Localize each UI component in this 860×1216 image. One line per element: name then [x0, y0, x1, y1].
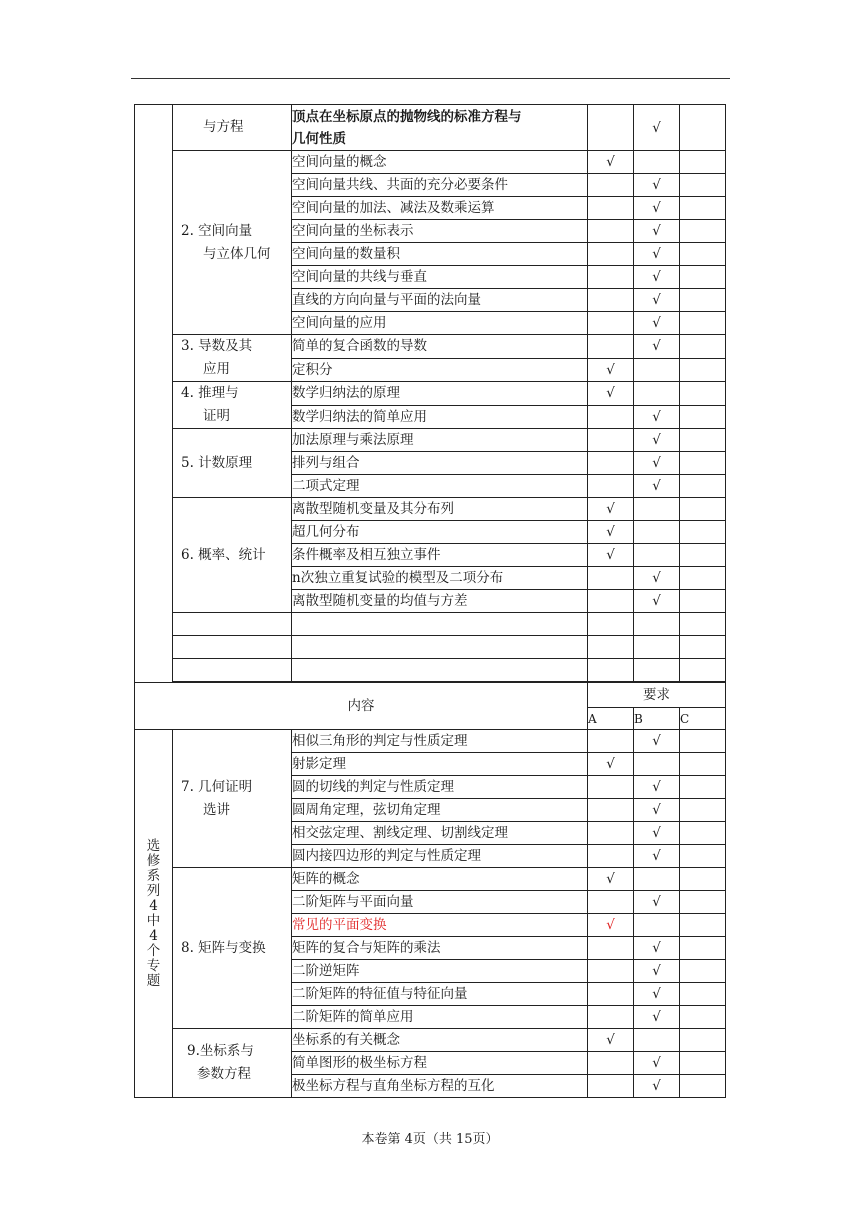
mark-b [634, 544, 680, 567]
topic-cell: 简单的复合函数的导数 [292, 335, 588, 359]
topic-cell: 二项式定理 [292, 475, 588, 498]
mark-c [680, 730, 726, 753]
mark-a: √ [588, 151, 634, 174]
group-label-char: 中 [146, 912, 161, 929]
mark-b [634, 498, 680, 521]
topic-cell: 坐标系的有关概念 [292, 1029, 588, 1052]
mark-b: √ [634, 243, 680, 266]
mark-b [634, 753, 680, 776]
topic-cell: 排列与组合 [292, 452, 588, 475]
mark-a [588, 845, 634, 868]
group-label-char: 修 [146, 852, 161, 869]
mark-b: √ [634, 776, 680, 799]
empty-cell [634, 636, 680, 659]
topic-cell: 极坐标方程与直角坐标方程的互化 [292, 1075, 588, 1098]
mark-b: √ [634, 730, 680, 753]
section-title-line2: 证明 [203, 408, 230, 424]
mark-a [588, 937, 634, 960]
mark-c [680, 243, 726, 266]
mark-b: √ [634, 567, 680, 590]
empty-cell [292, 613, 588, 636]
mark-a [588, 983, 634, 1006]
mark-b: √ [634, 266, 680, 289]
mark-b: √ [634, 197, 680, 220]
empty-cell [292, 659, 588, 682]
mark-a: √ [588, 521, 634, 544]
mark-a [588, 243, 634, 266]
mark-a [588, 776, 634, 799]
mark-c [680, 220, 726, 243]
mark-c [680, 937, 726, 960]
mark-a [588, 1075, 634, 1098]
topic-cell: 圆的切线的判定与性质定理 [292, 776, 588, 799]
mark-b [634, 1029, 680, 1052]
section-cell [173, 382, 292, 429]
mark-b: √ [634, 289, 680, 312]
mark-b: √ [634, 475, 680, 498]
mark-c [680, 776, 726, 799]
mark-c [680, 914, 726, 937]
empty-cell [588, 613, 634, 636]
mark-b: √ [634, 1052, 680, 1075]
empty-row [135, 613, 726, 636]
mark-a-highlighted: √ [588, 914, 634, 937]
mark-c [680, 544, 726, 567]
section-cell [173, 105, 292, 151]
mark-a: √ [588, 498, 634, 521]
mark-b: √ [634, 590, 680, 613]
section-title-line2: 参数方程 [197, 1066, 251, 1082]
mark-a [588, 429, 634, 452]
mark-c [680, 845, 726, 868]
mark-a [588, 105, 634, 151]
section-cell [173, 151, 292, 335]
section-title: 7. 几何证明 [181, 778, 253, 795]
mark-b: √ [634, 429, 680, 452]
group-label-char: 个 [146, 942, 161, 959]
group-label-char: 4 [149, 927, 158, 944]
mark-b: √ [634, 937, 680, 960]
mark-a [588, 405, 634, 429]
empty-cell [588, 636, 634, 659]
section-title-line2: 选讲 [203, 801, 230, 818]
section-title: 5. 计数原理 [181, 454, 253, 471]
mark-a [588, 730, 634, 753]
mark-c [680, 753, 726, 776]
mark-c [680, 335, 726, 359]
mark-c [680, 174, 726, 197]
mark-b: √ [634, 983, 680, 1006]
mark-a [588, 891, 634, 914]
mark-b: √ [634, 1006, 680, 1029]
topic-cell: 空间向量的概念 [292, 151, 588, 174]
content-header: 内容 [135, 683, 588, 730]
mark-c [680, 1029, 726, 1052]
mark-a [588, 197, 634, 220]
section-title: 6. 概率、统计 [181, 546, 266, 563]
group-label-char: 列 [146, 882, 161, 899]
empty-row [135, 659, 726, 682]
mark-c [680, 960, 726, 983]
topic-cell: 离散型随机变量的均值与方差 [292, 590, 588, 613]
topic-cell: 加法原理与乘法原理 [292, 429, 588, 452]
section-cell [173, 1029, 292, 1098]
topic-cell [292, 105, 588, 151]
page-footer: 本卷第 4页（共 15页） [361, 1132, 499, 1147]
mark-a [588, 475, 634, 498]
group-label-char: 4 [149, 897, 158, 914]
empty-cell [680, 613, 726, 636]
mark-b: √ [634, 405, 680, 429]
mark-a [588, 289, 634, 312]
mark-c [680, 266, 726, 289]
mark-c [680, 197, 726, 220]
mark-c [680, 382, 726, 406]
group-label [147, 839, 161, 989]
mark-b: √ [634, 822, 680, 845]
mark-b: √ [634, 452, 680, 475]
section-title: 8. 矩阵与变换 [181, 939, 266, 956]
topic-cell: 空间向量的坐标表示 [292, 220, 588, 243]
topic-cell: 简单图形的极坐标方程 [292, 1052, 588, 1075]
section-title-line2: 与立体几何 [203, 245, 271, 262]
mark-a [588, 799, 634, 822]
topic-cell: 矩阵的概念 [292, 868, 588, 891]
mark-b: √ [634, 891, 680, 914]
topic-cell: 二阶逆矩阵 [292, 960, 588, 983]
topic-cell: 定积分 [292, 358, 588, 382]
mark-a [588, 266, 634, 289]
empty-cell [680, 659, 726, 682]
mark-a [588, 1052, 634, 1075]
mark-c [680, 151, 726, 174]
group-label-char: 选 [146, 837, 161, 854]
topic-cell: 矩阵的复合与矩阵的乘法 [292, 937, 588, 960]
mark-b [634, 358, 680, 382]
mark-a [588, 960, 634, 983]
mark-c [680, 567, 726, 590]
topic-cell: 条件概率及相互独立事件 [292, 544, 588, 567]
topic-cell: 空间向量的共线与垂直 [292, 266, 588, 289]
empty-cell [680, 636, 726, 659]
topic-cell: 空间向量的数量积 [292, 243, 588, 266]
header-rule [131, 78, 730, 79]
mark-b [634, 521, 680, 544]
mark-b: √ [634, 1075, 680, 1098]
mark-b: √ [634, 312, 680, 335]
mark-a [588, 567, 634, 590]
mark-c [680, 521, 726, 544]
mark-a: √ [588, 868, 634, 891]
mark-b: √ [634, 105, 680, 151]
mark-a [588, 1006, 634, 1029]
empty-cell [173, 613, 292, 636]
mark-a [588, 220, 634, 243]
mark-a: √ [588, 358, 634, 382]
topic-cell: 圆内接四边形的判定与性质定理 [292, 845, 588, 868]
empty-cell [173, 636, 292, 659]
mark-c [680, 891, 726, 914]
topic-cell: 直线的方向向量与平面的法向量 [292, 289, 588, 312]
topic-cell: 二阶矩阵的简单应用 [292, 1006, 588, 1029]
mark-b: √ [634, 845, 680, 868]
mark-c [680, 105, 726, 151]
mark-c [680, 822, 726, 845]
mark-c [680, 429, 726, 452]
section-title-line2: 应用 [203, 361, 230, 377]
requirement-header: 要求 [588, 683, 726, 708]
empty-cell [588, 659, 634, 682]
topic-cell: 数学归纳法的原理 [292, 382, 588, 406]
col-header-c: C [680, 708, 726, 730]
mark-b [634, 382, 680, 406]
mark-b [634, 868, 680, 891]
mark-a [588, 174, 634, 197]
mark-c [680, 983, 726, 1006]
mark-a [588, 335, 634, 359]
topic-cell: 二阶矩阵的特征值与特征向量 [292, 983, 588, 1006]
section-title: 9.坐标系与 [187, 1043, 254, 1059]
section-cell [173, 498, 292, 613]
topic-cell: 数学归纳法的简单应用 [292, 405, 588, 429]
topic-cell: 离散型随机变量及其分布列 [292, 498, 588, 521]
mark-b: √ [634, 220, 680, 243]
mark-c [680, 1075, 726, 1098]
syllabus-table [134, 104, 726, 1098]
mark-c [680, 1052, 726, 1075]
group-label-cell [135, 730, 173, 1098]
mark-a: √ [588, 382, 634, 406]
mark-b: √ [634, 960, 680, 983]
col-header-b: B [634, 708, 680, 730]
mark-c [680, 358, 726, 382]
mark-b: √ [634, 335, 680, 359]
topic-cell: 空间向量共线、共面的充分必要条件 [292, 174, 588, 197]
section-title: 3. 导数及其 [181, 338, 253, 354]
mark-c [680, 590, 726, 613]
col-header-a: A [588, 708, 634, 730]
mark-a [588, 312, 634, 335]
topic-cell: 相交弦定理、割线定理、切割线定理 [292, 822, 588, 845]
mark-a: √ [588, 544, 634, 567]
mark-b: √ [634, 799, 680, 822]
mark-c [680, 868, 726, 891]
section-cell [173, 868, 292, 1029]
empty-cell [634, 613, 680, 636]
empty-cell [173, 659, 292, 682]
empty-row [135, 636, 726, 659]
topic-text: 顶点在坐标原点的抛物线的标准方程与几何性质 [292, 108, 522, 147]
mark-b [634, 151, 680, 174]
group-label-char: 题 [146, 972, 161, 989]
empty-cell [634, 659, 680, 682]
topic-cell: 超几何分布 [292, 521, 588, 544]
mark-c [680, 452, 726, 475]
section-cell [173, 730, 292, 868]
mark-a [588, 822, 634, 845]
topic-cell: 空间向量的加法、减法及数乘运算 [292, 197, 588, 220]
topic-cell: 相似三角形的判定与性质定理 [292, 730, 588, 753]
mark-c [680, 405, 726, 429]
topic-cell: 空间向量的应用 [292, 312, 588, 335]
mark-a [588, 452, 634, 475]
topic-cell: 射影定理 [292, 753, 588, 776]
topic-cell: n次独立重复试验的模型及二项分布 [292, 567, 588, 590]
mark-c [680, 312, 726, 335]
group-label-char: 专 [146, 957, 161, 974]
topic-cell-highlighted: 常见的平面变换 [292, 914, 588, 937]
mark-a: √ [588, 1029, 634, 1052]
mark-c [680, 799, 726, 822]
mark-b: √ [634, 174, 680, 197]
mark-c [680, 1006, 726, 1029]
mark-c [680, 289, 726, 312]
section-cell [173, 335, 292, 382]
mark-c [680, 498, 726, 521]
topic-cell: 圆周角定理，弦切角定理 [292, 799, 588, 822]
group-label-char: 系 [146, 867, 161, 884]
group-cell-left [135, 105, 173, 683]
section-title: 与方程 [203, 119, 244, 135]
topic-cell: 二阶矩阵与平面向量 [292, 891, 588, 914]
mark-a: √ [588, 753, 634, 776]
mark-c [680, 475, 726, 498]
mark-b [634, 914, 680, 937]
section-cell [173, 429, 292, 498]
empty-cell [292, 636, 588, 659]
section-title: 4. 推理与 [181, 385, 239, 401]
mark-a [588, 590, 634, 613]
section-title: 2. 空间向量 [181, 222, 253, 239]
